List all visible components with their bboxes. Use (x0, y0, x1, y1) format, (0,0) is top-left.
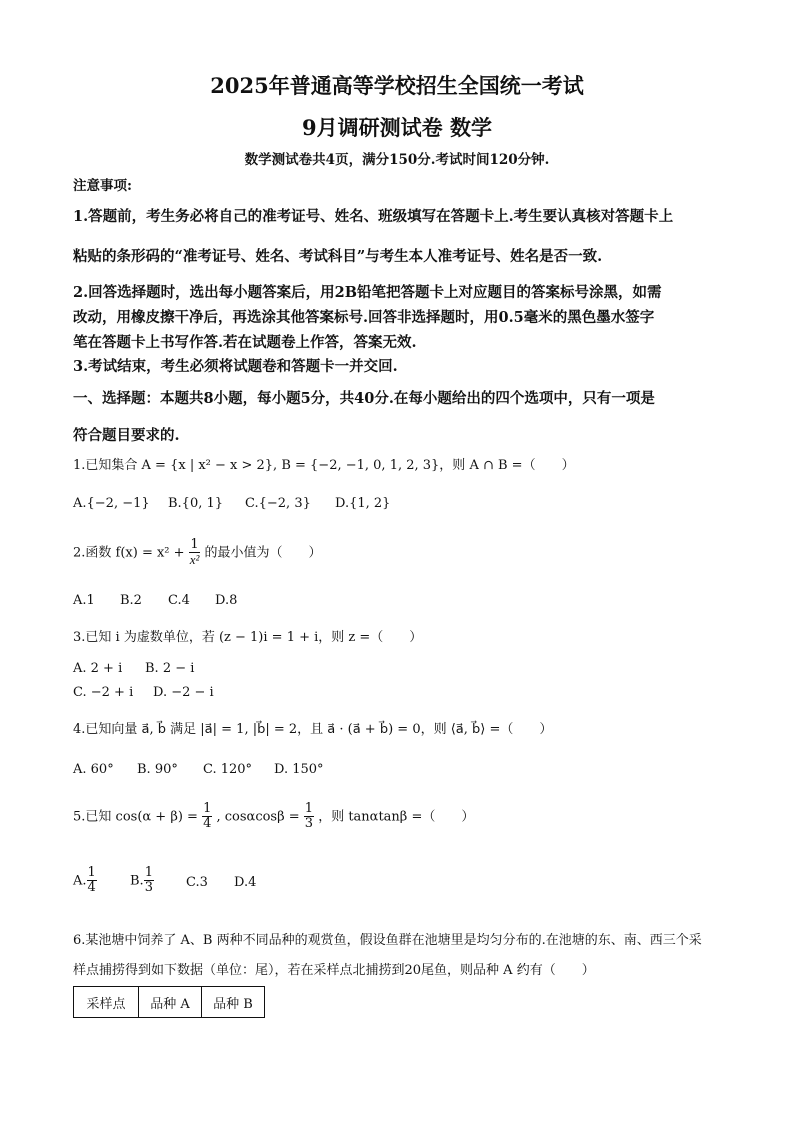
exam-info: 数学测试卷共4页，满分150分.考试时间120分钟. (244, 152, 550, 168)
question-4-option-c: C. 120° (203, 762, 253, 777)
question-6-data-table (73, 986, 265, 1018)
question-4-option-d: D. 150° (274, 762, 324, 777)
question-5-option-b-numerator: 1 (144, 865, 153, 880)
question-5-fraction-1 (202, 802, 212, 832)
question-5-stem-mid: , cosαcosβ = (216, 809, 304, 825)
question-5-option-b-fraction (144, 866, 154, 896)
table-header-sampling-point: 采样点 (74, 987, 139, 1018)
exam-title: 2025年普通高等学校招生全国统一考试 (210, 73, 584, 98)
notice-heading: 注意事项: (73, 178, 132, 194)
notice-item-2-line-2: 改动，用橡皮擦干净后，再选涂其他答案标号.回答非选择题时，用0.5毫米的黑色墨水签字 (73, 309, 655, 326)
question-5-fraction-1-denominator: 4 (203, 816, 212, 832)
question-2-stem (73, 538, 322, 568)
notice-item-1-line-1: 1.答题前，考生务必将自己的准考证号、姓名、班级填写在答题卡上.考生要认真核对答题卡上 (73, 208, 674, 225)
notice-item-2-line-1: 2.回答选择题时，选出每小题答案后，用2B铅笔把答题卡上对应题目的答案标号涂黑，如需 (73, 284, 662, 301)
question-5-option-d: D.4 (234, 875, 257, 890)
question-5-option-a-numerator: 1 (87, 865, 96, 880)
question-1-option-c: C.{−2, 3} (245, 496, 311, 511)
question-5-option-a-denominator: 4 (87, 880, 96, 896)
question-1-stem: 1.已知集合 A = {x | x² − x > 2}, B = {−2, −1, 0, 1, 2, 3}，则 A ∩ B =（ ） (73, 458, 575, 473)
question-3-stem: 3.已知 i 为虚数单位，若 (z − 1)i = 1 + i，则 z =（ ） (73, 630, 423, 645)
question-5-option-b-label: B. (130, 873, 144, 889)
question-6-stem-line-2: 样点捕捞得到如下数据（单位：尾），若在采样点北捕捞到20尾鱼，则品种 A 约有（ ） (73, 963, 595, 978)
question-2-option-b: B.2 (120, 593, 142, 608)
section-1-instructions-line-1: 一、选择题：本题共8小题，每小题5分，共40分.在每小题给出的四个选项中，只有一项是 (73, 390, 655, 407)
question-5-option-a (73, 866, 97, 896)
question-2-option-c: C.4 (168, 593, 190, 608)
question-6-stem-line-1: 6.某池塘中饲养了 A、B 两种不同品种的观赏鱼，假设鱼群在池塘里是均匀分布的.在池塘的东、南、西三个采 (73, 933, 702, 948)
question-5-stem (73, 802, 474, 832)
notice-item-1-line-2: 粘贴的条形码的“准考证号、姓名、考试科目”与考生本人准考证号、姓名是否一致. (73, 248, 603, 265)
question-3-option-b: B. 2 − i (145, 661, 195, 676)
question-2-option-d: D.8 (215, 593, 238, 608)
question-5-option-b-denominator: 3 (144, 880, 153, 896)
notice-item-3: 3.考试结束，考生必须将试题卷和答题卡一并交回. (73, 358, 398, 375)
question-1-option-d: D.{1, 2} (335, 496, 391, 511)
question-3-option-a: A. 2 + i (73, 661, 123, 676)
question-3-option-c: C. −2 + i (73, 685, 134, 700)
question-5-fraction-2-numerator: 1 (304, 801, 314, 816)
question-2-stem-pre: 2.函数 f(x) = x² + (73, 545, 189, 561)
question-2-stem-post: 的最小值为（ ） (204, 545, 322, 561)
question-5-stem-post: ，则 tanαtanβ =（ ） (318, 809, 475, 825)
question-3-option-d: D. −2 − i (153, 685, 214, 700)
question-5-fraction-2 (304, 802, 314, 832)
table-header-variety-b: 品种 B (202, 987, 265, 1018)
question-2-option-a: A.1 (73, 593, 95, 608)
question-5-fraction-2-denominator: 3 (304, 816, 314, 832)
exam-subtitle: 9月调研测试卷 数学 (302, 115, 492, 140)
table-header-variety-a: 品种 A (139, 987, 202, 1018)
question-1-option-a: A.{−2, −1} (73, 496, 150, 511)
question-5-option-a-label: A. (73, 873, 87, 889)
question-2-fraction (189, 538, 201, 568)
notice-item-2-line-3: 笔在答题卡上书写作答.若在试题卷上作答，答案无效. (73, 334, 417, 351)
question-1-option-b: B.{0, 1} (168, 496, 224, 511)
question-5-option-c: C.3 (186, 875, 208, 890)
question-4-option-b: B. 90° (137, 762, 178, 777)
question-5-stem-pre: 5.已知 cos(α + β) = (73, 809, 203, 825)
table-header-row (74, 987, 265, 1018)
question-5-fraction-1-numerator: 1 (203, 801, 212, 816)
question-2-fraction-denominator: x² (189, 552, 200, 568)
question-4-stem: 4.已知向量 a⃗, b⃗ 满足 |a⃗| = 1, |b⃗| = 2，且 a⃗ · (a⃗ + b⃗) = 0，则 ⟨a⃗, b⃗⟩ =（ ） (73, 722, 553, 737)
section-1-instructions-line-2: 符合题目要求的. (73, 427, 180, 444)
question-5-option-a-fraction (87, 866, 97, 896)
question-4-option-a: A. 60° (73, 762, 114, 777)
question-5-option-b (130, 866, 154, 896)
question-2-fraction-numerator: 1 (190, 537, 199, 552)
